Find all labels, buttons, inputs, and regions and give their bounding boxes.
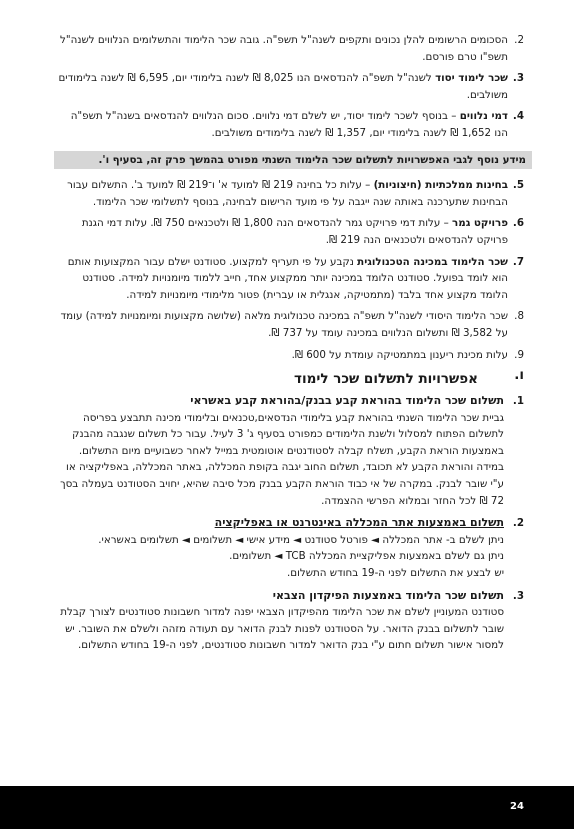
item-text <box>54 308 508 341</box>
item-number: 7. <box>512 255 524 268</box>
page-number: 24 <box>510 801 524 812</box>
option-heading: תשלום באמצעות אתר המכללה באינטרנט או באפליקציה <box>214 516 504 530</box>
option-heading: תשלום שכר הלימוד בהוראת קבע בבנק/בהוראת קבע באשראי <box>190 394 504 408</box>
items-mid <box>54 177 524 363</box>
option-number: 3. <box>512 589 524 602</box>
numbered-item <box>54 215 524 248</box>
section-heading <box>54 369 524 389</box>
item-number: 3. <box>512 72 524 85</box>
payment-option <box>54 588 524 654</box>
item-text <box>54 108 508 141</box>
option-paragraph: ניתן לשלם ב- אתר המכללה ◄ פורטל סטודנט ◄ מידע אישי ◄ תשלומים ◄ תשלומים באשראי. <box>98 533 504 546</box>
option-number: 2. <box>512 517 524 530</box>
item-body: הסכומים הרשומים להלן נכונים ותקפים לשנה"ל תשפ"ה. גובה שכר הלימוד והתשלומים הנלווים לשנה"ל תשפ"ו טרם פורסם. <box>60 34 508 63</box>
payment-option <box>54 515 524 581</box>
numbered-item <box>54 108 524 141</box>
item-body: שכר הלימוד היסודי לשנה"ל תשפ"ה במכינה טכנולוגית מלאה (שלושה מקצועות ומיומנויות למידה) עומד על 3,582 ₪ ותשלום הנלווים במכינה עומד על 737 ₪. <box>60 310 508 339</box>
option-paragraph: גביית שכר הלימוד השנתי בהוראת קבע בלימודי הנדסאים,טכנאים ובלימודי מכינה תתבצע בפריסה לתשלום הפתוח למסלול ולשנת הלימודים כמפורט בסעיף ג' 3 לעיל. עבור כל תשלום שנגבה מהבנק באמצעות הוראת הקבע, תשלח קבלה לסטודנטים אוטומטית במייל לאחר כשבועיים מיום התשלום. במידה והוראת הקבע לא תכובד, תשלום החוב יגבה בקופת המכללה, באתר המכללה, באפליקציה או ע"י שובר לבנק. במקרה של אי כבוד הוראת הקבע בבנק מכל סיבה שהיא, יחויב הסטודנט בעמלה בסך 72 ₪ לכל החזר ובמלוא הפרשי ההצמדה. <box>60 411 504 507</box>
item-body: עלות מכינת ריענון במתמטיקה עומדת על 600 ₪. <box>291 348 508 361</box>
option-paragraph: ניתן גם לשלם באמצעות אפליקציית המכללה TCB ◄ תשלומים. <box>229 550 504 563</box>
option-paragraph: יש לבצע את התשלום לפני ה-19 בחודש התשלום. <box>286 567 504 580</box>
item-body: נקבע על פי תעריף למקצוע. סטודנט ישלם עבור המקצועות אותם הוא לומד בפועל. סטודנט הלומד במכינה יותר ממקצוע אחד, חייב ללמוד מיומנויות למידה. סטודנט הלומד מקצוע אחד בלבד (מתמטיקה, אנגלית או עברית) פטור מלימודי מיומנויות למידה. <box>67 255 508 301</box>
numbered-item <box>54 177 524 210</box>
numbered-item <box>54 32 524 65</box>
item-number: 8. <box>514 310 524 323</box>
option-number: 1. <box>512 395 524 408</box>
item-text <box>54 70 508 103</box>
item-text <box>54 177 508 210</box>
item-body: – בנוסף לשכר לימוד יסוד, יש לשלם דמי נלווים. סכום הנלווים להנדסאים בשנה"ל תשפ"ה הנו 1,652 ₪ לשנה בלימודי יום, 1,357 ₪ לשנה בלימודים משולבים. <box>70 110 508 139</box>
item-text <box>54 32 508 65</box>
numbered-item <box>54 70 524 103</box>
item-text <box>54 254 508 304</box>
items-top <box>54 32 524 142</box>
item-lead-term: בחינות ממלכתיות (חיצוניות) <box>373 179 508 192</box>
item-body: לשנה"ל תשפ"ה להנדסאים הנו 8,025 ₪ לשנה בלימודי יום, 6,595 ₪ לשנה בלימודים משולבים. <box>58 72 508 101</box>
info-note: מידע נוסף לגבי האפשרויות לתשלום שכר הלימוד השנתי מפורט בהמשך פרק זה, בסעיף ו'. <box>54 151 532 170</box>
item-number: 9. <box>514 348 524 361</box>
section-number: ו. <box>514 367 524 384</box>
item-text <box>54 347 508 364</box>
item-text <box>54 215 508 248</box>
item-number: 5. <box>512 179 524 192</box>
item-number: 2. <box>514 34 524 46</box>
numbered-item <box>54 308 524 341</box>
item-lead-term: שכר לימוד יסוד <box>435 72 508 85</box>
item-body: – עלות דמי פרויקט גמר להנדסאים הנה 1,800 ₪ ולטכנאים 750 ₪. עלות דמי הגנת פרויקט להנדסאים ולטכנאים הנה 219 ₪. <box>81 217 508 246</box>
item-body: – עלות כל בחינה 219 ₪ למועד א' ו־219 ₪ למועד ב'. התשלום עבור הבחינות שתערכנה באותה שנה ייגבה על פי מועד הרישום לבחינה, בנוסף לתשלומי שכר הלימוד. <box>67 179 508 208</box>
item-number: 4. <box>512 110 524 123</box>
section-title: אפשרויות לתשלום שכר לימוד <box>294 371 478 388</box>
numbered-item <box>54 254 524 304</box>
item-lead-term: דמי נלווים <box>459 110 508 123</box>
item-number: 6. <box>512 217 524 230</box>
item-lead-term: פרויקט גמר <box>452 217 508 230</box>
payment-option <box>54 393 524 509</box>
payment-options <box>54 393 524 654</box>
item-lead-term: שכר הלימוד במכינה הטכנולוגית <box>357 255 508 268</box>
numbered-item <box>54 347 524 364</box>
option-heading: תשלום שכר הלימוד באמצעות הפיקדון הצבאי <box>272 588 504 602</box>
document-body <box>54 32 524 660</box>
option-paragraph: סטודנט המעוניין לשלם את שכר הלימוד מהפיקדון הצבאי יפנה למדור חשבונות סטודנטים לצורך קבלת שובר לתשלום בבנק הדואר. על הסטודנט לפנות לבנק הדואר עם תעודה מזהה ולשלם את השובר. יש למסור אישור תשלום חתום ע"י בנק הדואר למדור חשבונות סטודנטים, לפני ה-19 בחודש התשלום. <box>60 606 504 652</box>
page-footer <box>0 786 574 829</box>
